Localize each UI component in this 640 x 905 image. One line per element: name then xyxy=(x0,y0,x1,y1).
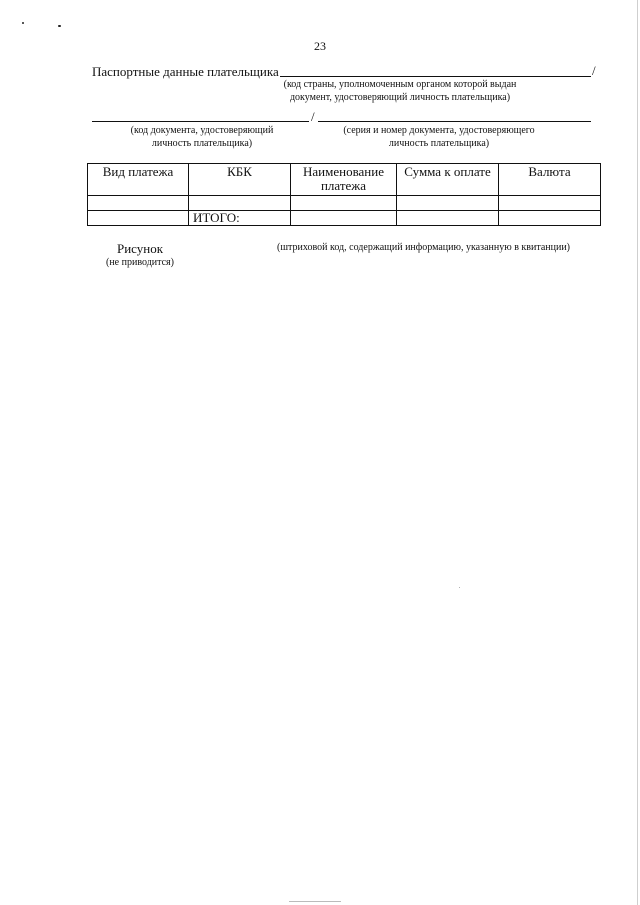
table-row xyxy=(88,196,601,211)
country-code-note: (код страны, уполномоченным органом которой выдан документ, удостоверяющий личность плательщика) xyxy=(283,79,517,103)
cell-total-name[interactable] xyxy=(291,211,397,226)
cell-total-currency[interactable] xyxy=(499,211,601,226)
cell-kbk[interactable] xyxy=(189,196,291,211)
header-currency: Валюта xyxy=(499,164,601,196)
barcode-label: (штриховой код, содержащий информацию, указанную в квитанции) xyxy=(277,242,571,253)
payments-table xyxy=(87,163,601,226)
document-series-line[interactable] xyxy=(318,121,591,122)
scan-speck xyxy=(459,587,460,588)
cell-total-empty xyxy=(88,211,189,226)
header-kbk: КБК xyxy=(189,164,291,196)
scan-speck xyxy=(58,25,61,27)
cell-payment-name[interactable] xyxy=(291,196,397,211)
table-header-row xyxy=(88,164,601,196)
total-label: ИТОГО: xyxy=(189,211,291,226)
cell-currency[interactable] xyxy=(499,196,601,211)
figure-note: (не приводится) xyxy=(106,257,174,268)
document-series-note: (серия и номер документа, удостоверяющего личность плательщика) xyxy=(343,125,535,149)
passport-slash: / xyxy=(592,63,596,78)
scan-speck xyxy=(22,22,24,24)
table-total-row xyxy=(88,211,601,226)
document-slash: / xyxy=(311,109,315,124)
document-code-note: (код документа, удостоверяющий личность плательщика) xyxy=(130,125,274,149)
figure-title: Рисунок xyxy=(116,241,164,256)
page-edge xyxy=(637,0,638,905)
bottom-scan-line xyxy=(289,901,341,902)
passport-data-line[interactable] xyxy=(280,76,591,77)
document-code-line[interactable] xyxy=(92,121,309,122)
header-payment-name: Наименование платежа xyxy=(291,164,397,196)
cell-payment-type[interactable] xyxy=(88,196,189,211)
page-number: 23 xyxy=(314,39,326,53)
cell-amount[interactable] xyxy=(397,196,499,211)
passport-data-label: Паспортные данные плательщика xyxy=(92,64,279,79)
header-amount: Сумма к оплате xyxy=(397,164,499,196)
header-payment-type: Вид платежа xyxy=(88,164,189,196)
cell-total-amount[interactable] xyxy=(397,211,499,226)
